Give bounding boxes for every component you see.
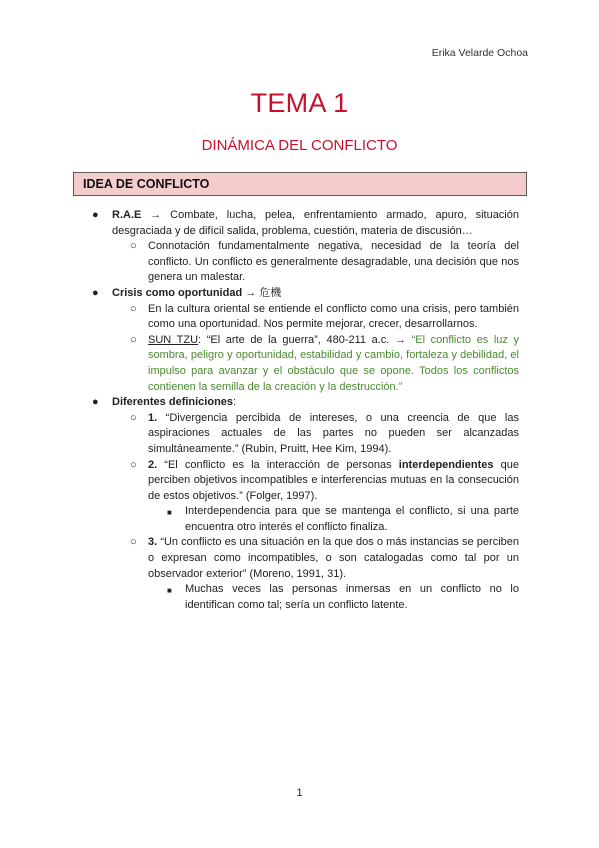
list-item-crisis-sub2 [130,333,520,395]
rae-connotation: Connotación fundamentalmente negativa, necesidad de la teoría del conflicto. Un conflicto es generalmente desagradable, una decisión que nos genera un malestar. [148,240,519,284]
bullet-circle-icon: ○ [130,240,137,253]
section-heading: IDEA DE CONFLICTO [73,172,527,196]
term-crisis: Crisis como oportunidad [112,286,243,299]
author-name: Erika Velarde Ochoa [431,47,528,59]
bullet-circle-icon: ○ [130,333,137,346]
term-rae: R.A.E [112,209,142,221]
crisis-oriental: En la cultura oriental se entiende el conflicto como una crisis, pero también como una oportunidad. Nos permite mejorar, crecer, desarrollarnos. [148,302,519,331]
definition-2-text-pre: “El conflicto es la interacción de personas [157,458,399,471]
rae-definition: → Combate, lucha, pelea, enfrentamiento armado, apuro, situación desgraciada y de difícil salida, problema, cuestión, materia de discusión… [112,209,519,237]
definition-3-text: “Un conflicto es una situación en la que dos o más instancias se perciben o expresan como incompatibles, o son catalogadas como tal por un observador exterior” (Moreno, 1991, 31). [148,536,519,580]
definitions-colon: : [233,396,237,409]
list-item-rae-sub [130,239,519,286]
definition-1-text: “Divergencia percibida de intereses, o una creencia de que las aspiraciones actuales de las partes no pueden ser alcanzadas simultáneamente.” (Rubin, Pruitt, Hee Kim, 1994). [148,411,519,455]
page-number: 1 [296,787,303,799]
definition-2-note: Interdependencia para que se mantenga el conflicto, si una parte encuentra otro interés el conflicto finaliza. [185,505,519,533]
sun-tzu-reference: : “El arte de la guerra”, 480-211 a.c. → [198,333,412,346]
definition-1 [130,411,519,458]
term-definitions: Diferentes definiciones [112,396,234,409]
definition-3-note: Muchas veces las personas inmersas en un conflicto no lo identifican como tal; sería un conflicto latente. [185,583,519,611]
list-item-crisis [92,286,519,302]
bullet-disc-icon: ● [92,286,99,299]
definition-3-sub [167,582,519,613]
definition-3-number: 3. [148,536,158,549]
list-item-definitions [92,395,519,411]
list-item-rae [92,208,519,239]
bullet-square-icon: ■ [167,586,172,596]
definition-2-bold-term: interdependientes [398,458,494,471]
bullet-circle-icon: ○ [130,302,137,315]
sun-tzu-quote: “El conflicto es luz y sombra, peligro y oportunidad, estabilidad y cambio, fortaleza y debilidad, el impulso para avanzar y el obstáculo que se opone. Todos los conflictos contienen la semilla de la creación y la destrucción.” [148,333,520,393]
document-body [0,208,599,613]
bullet-disc-icon: ● [92,209,99,221]
definition-2-text-post: que perciben objetivos incompatibles e interferencias mutuas en la consecución de estos objetivos.” (Folger, 1997). [148,458,519,502]
bullet-circle-icon: ○ [130,411,137,424]
definition-2-number: 2. [148,458,158,471]
definition-2-sub [167,504,519,535]
list-item-crisis-sub1 [130,302,519,333]
bullet-circle-icon: ○ [130,536,137,549]
sun-tzu-author: SUN TZU [148,333,199,346]
definition-2 [130,458,519,505]
page-title: TEMA 1 [250,88,349,118]
definition-1-number: 1. [148,411,158,424]
page-subtitle: DINÁMICA DEL CONFLICTO [201,137,398,154]
bullet-disc-icon: ● [92,396,99,409]
crisis-kanji: → 危機 [242,286,282,299]
bullet-square-icon: ■ [167,508,172,518]
bullet-circle-icon: ○ [130,458,137,471]
definition-3 [130,535,519,582]
